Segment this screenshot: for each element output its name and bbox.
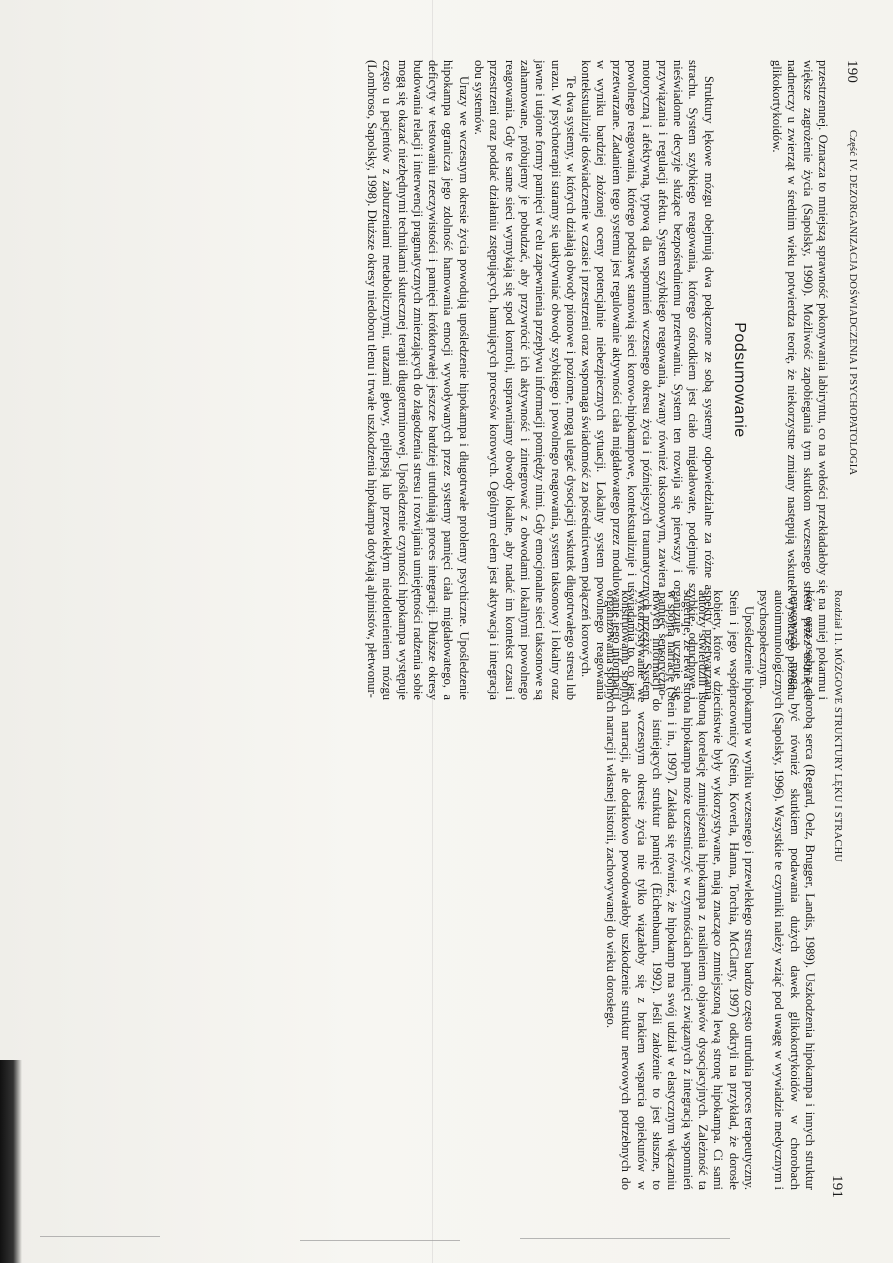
binding-shadow (0, 1060, 22, 1263)
paragraph: Urazy we wczesnym okresie życia powodują upośledzenie hipokampa i długotrwałe problemy psychiczne. Upośledzenie hipokampa ogranicza jego zdolność hamowania emocji wywoływanych przez systemy pamięci ciała migdałowatego, a deficyty w testowaniu rzeczywistości i pamięci krótkotrwałej jeszcze bardziej utrudniają proces integracji. Dłuższe okresy budowania relacji i interwencji pragmatycznych zmierzających do złagodzenia stresu i rozwijania umiejętności radzenia sobie mogą się okazać niezbędnymi technikami skutecznej terapii długoterminowej. Upośledzenie czynności hipokampa występuje często u pacjentów z zaburzeniami metabolicznymi, urazami głowy, epilepsją lub przewlekłym niedotlenieniem mózgu (Lombroso, Sapolsky, 1998). Dłuższe okresy niedoboru tlenu i trwałe uszkodzenia hipokampa dotykają alpinistów, płetwonur- (364, 60, 471, 700)
page-number: 191 (829, 1175, 845, 1199)
body-text-right (603, 590, 817, 1190)
paragraph: ków oraz osoby z chorobą serca (Regard, Oelz, Brugger, Landis, 1989). Uszkodzenia hipokampa i innych struktur nerwowych mogą być również skutkiem podawania dużych dawek glikokortykoidów w chorobach autoimmunologicznych (Sapolsky, 1996). Wszystkie te czynniki należy wziąć pod uwagę w wywiadzie medycznym i psychospołecznym. (757, 590, 817, 1190)
scan-artifact (40, 1236, 160, 1237)
page-number: 190 (844, 60, 860, 84)
paragraph: Struktury lękowe mózgu obejmują dwa połączone ze sobą systemy odpowiedzialne za różne aspekty przetwarzania strachu. System szybkiego reagowania, którego ośrodkiem jest ciało migdałowate, podejmuje szybkie, odruchowe i nieświadome decyzje służące bezpośredniemu przetrwaniu. System ten rozwija się pierwszy i organizuje uczenie się przywiązania i regulacji afektu. System szybkiego reagowania, zwany również taksonowym, zawiera pamięć sensoryczno-motoryczną i afektywną, typową dla wspomnień wczesnego okresu życia i późniejszych traumatycznych przeżyć. System powolnego reagowania, którego podstawę stanowią sieci korowo-hipokampowe, kontekstualizuje i uświadamia to, co jest przetwarzane. Zadaniem tego systemu jest regulowanie aktywności ciała migdałowatego przez modulowanie jego informacji w wyniku bardziej złożonej oceny potencjalnie niebezpiecznych sytuacji. Lokalny system powolnego reagowania kontekstualizuje doświadczenie w czasie i przestrzeni oraz wspomaga świadomość za pośrednictwem połączeń korowych. (579, 60, 716, 700)
paragraph: przestrzennej. Oznacza to mniejszą sprawność pokonywania labiryntu, co na wołości przekładałoby się na mniej pokarmu i większe zagrożenie życia (Sapolsky, 1990). Możliwość zapobiegania tym skutkom wczesnego stresu przez usunięcie nadnerczy u zwierząt w średnim wieku potwierdza teorię, że niekorzystne zmiany następują wskutek wysokiego poziomu glikokortykoidów. (770, 60, 830, 700)
running-title: Rozdział 11. MÓZGOWE STRUKTURY LĘKU I STRACHU (832, 590, 843, 863)
scan-artifact (520, 1238, 730, 1239)
running-head-right (823, 590, 845, 1210)
paragraph: Upośledzenie hipokampa w wyniku wczesnego i przewlekłego stresu bardzo często utrudnia proces terapeutyczny. Stein i jego współpracownicy (Stein, Koverla, Hanna, Torchia, McClarty, 1997) odkryli na przykład, że dorosłe kobiety, które w dzieciństwie były wykorzystywane, mają znacząco zmniejszoną lewą stronę hipokampa. Ci sami autorzy stwierdzili istotną korelację zmniejszenia hipokampa z nasileniem objawów dysocjacyjnych. Zależność ta sugeruje, że lewa strona hipokampa może uczestniczyć w czynnościach pamięci związanych z integracją wspomnień w spójną narrację (Stein i in., 1997). Zakłada się również, że hipokamp ma swój udział w elastycznym włączaniu nowych informacji do istniejących struktur pamięci (Eichenbaum, 1992). Jeśli założenie to jest słuszne, to wykorzystywanie we wczesnym okresie życia nie tylko wiązałoby się z brakiem wsparcia opiekunów w konstruowaniu spójnych narracji, ale dodatkowo powodowałoby uszkodzenie struktur nerwowych potrzebnych do organizowania spójnych narracji i własnej historii, zachowywanej do wieku dorosłego. (604, 590, 756, 1190)
section-title: Podsumowanie (730, 322, 748, 438)
page-191 (485, 590, 845, 1210)
scan-artifact (300, 1240, 460, 1241)
running-title: Część IV. DEZORGANIZACJA DOŚWIADCZENIA I PSYCHOPATOLOGIA (847, 130, 858, 476)
paragraph: Te dwa systemy, w których działają obwody pionowe i poziome, mogą ulegać dysocjacji wskutek długotrwałego stresu lub urazu. W psychoterapii staramy się uaktywniać obwody szybkiego i powolnego reagowania, system taksonowy i lokalny oraz jawne i utajone formy pamięci w celu zapewnienia przepływu informacji pomiędzy nimi. Gdy emocjonalne sieci taksonowe są zahamowane, próbujemy je pobudzać, aby przywrócić ich aktywność i zintegrować z obwodami lokalnymi powolnego reagowania. Gdy te same sieci wymykają się spod kontroli, usprawniamy obwody lokalne, aby nadać im kontekst czasu i przestrzeni oraz poddać działaniu zstępujących, hamujących procesów korowych. Ogólnym celem jest aktywacja i integracja obu systemów. (472, 60, 578, 700)
